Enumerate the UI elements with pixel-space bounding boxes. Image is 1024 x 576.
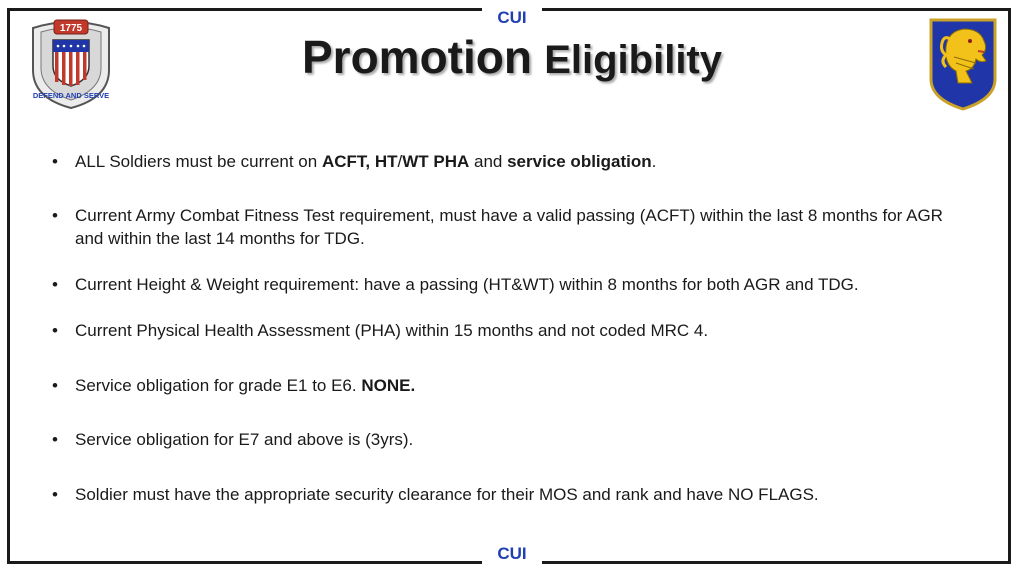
list-item: • Service obligation for grade E1 to E6. NONE. (48, 374, 975, 397)
title-word-promotion: Promotion (301, 31, 532, 83)
list-item: • Current Height & Weight requirement: have a passing (HT&WT) within 8 months for both AGR and TDG. (48, 273, 975, 296)
lion-unit-crest-logo (928, 17, 998, 113)
cui-banner-top: CUI (482, 8, 542, 28)
page-title (0, 30, 1024, 84)
list-item: • Service obligation for E7 and above is (3yrs). (48, 428, 975, 451)
svg-text:1775: 1775 (59, 23, 83, 34)
list-item: • Current Physical Health Assessment (PHA) within 15 months and not coded MRC 4. (48, 319, 975, 342)
list-item: • Soldier must have the appropriate security clearance for their MOS and rank and have NO FLAGS. (48, 483, 975, 506)
list-item: • ALL Soldiers must be current on ACFT, HT/WT PHA and service obligation. (48, 150, 975, 173)
title-word-eligibility: Eligibility (544, 38, 722, 82)
list-item: • Current Army Combat Fitness Test requirement, must have a valid passing (ACFT) within the last 8 months for AGR and within the last 14 months for TDG. (48, 204, 975, 250)
cui-banner-bottom: CUI (482, 544, 542, 564)
svg-text:DEFEND AND SERVE: DEFEND AND SERVE (32, 91, 110, 100)
